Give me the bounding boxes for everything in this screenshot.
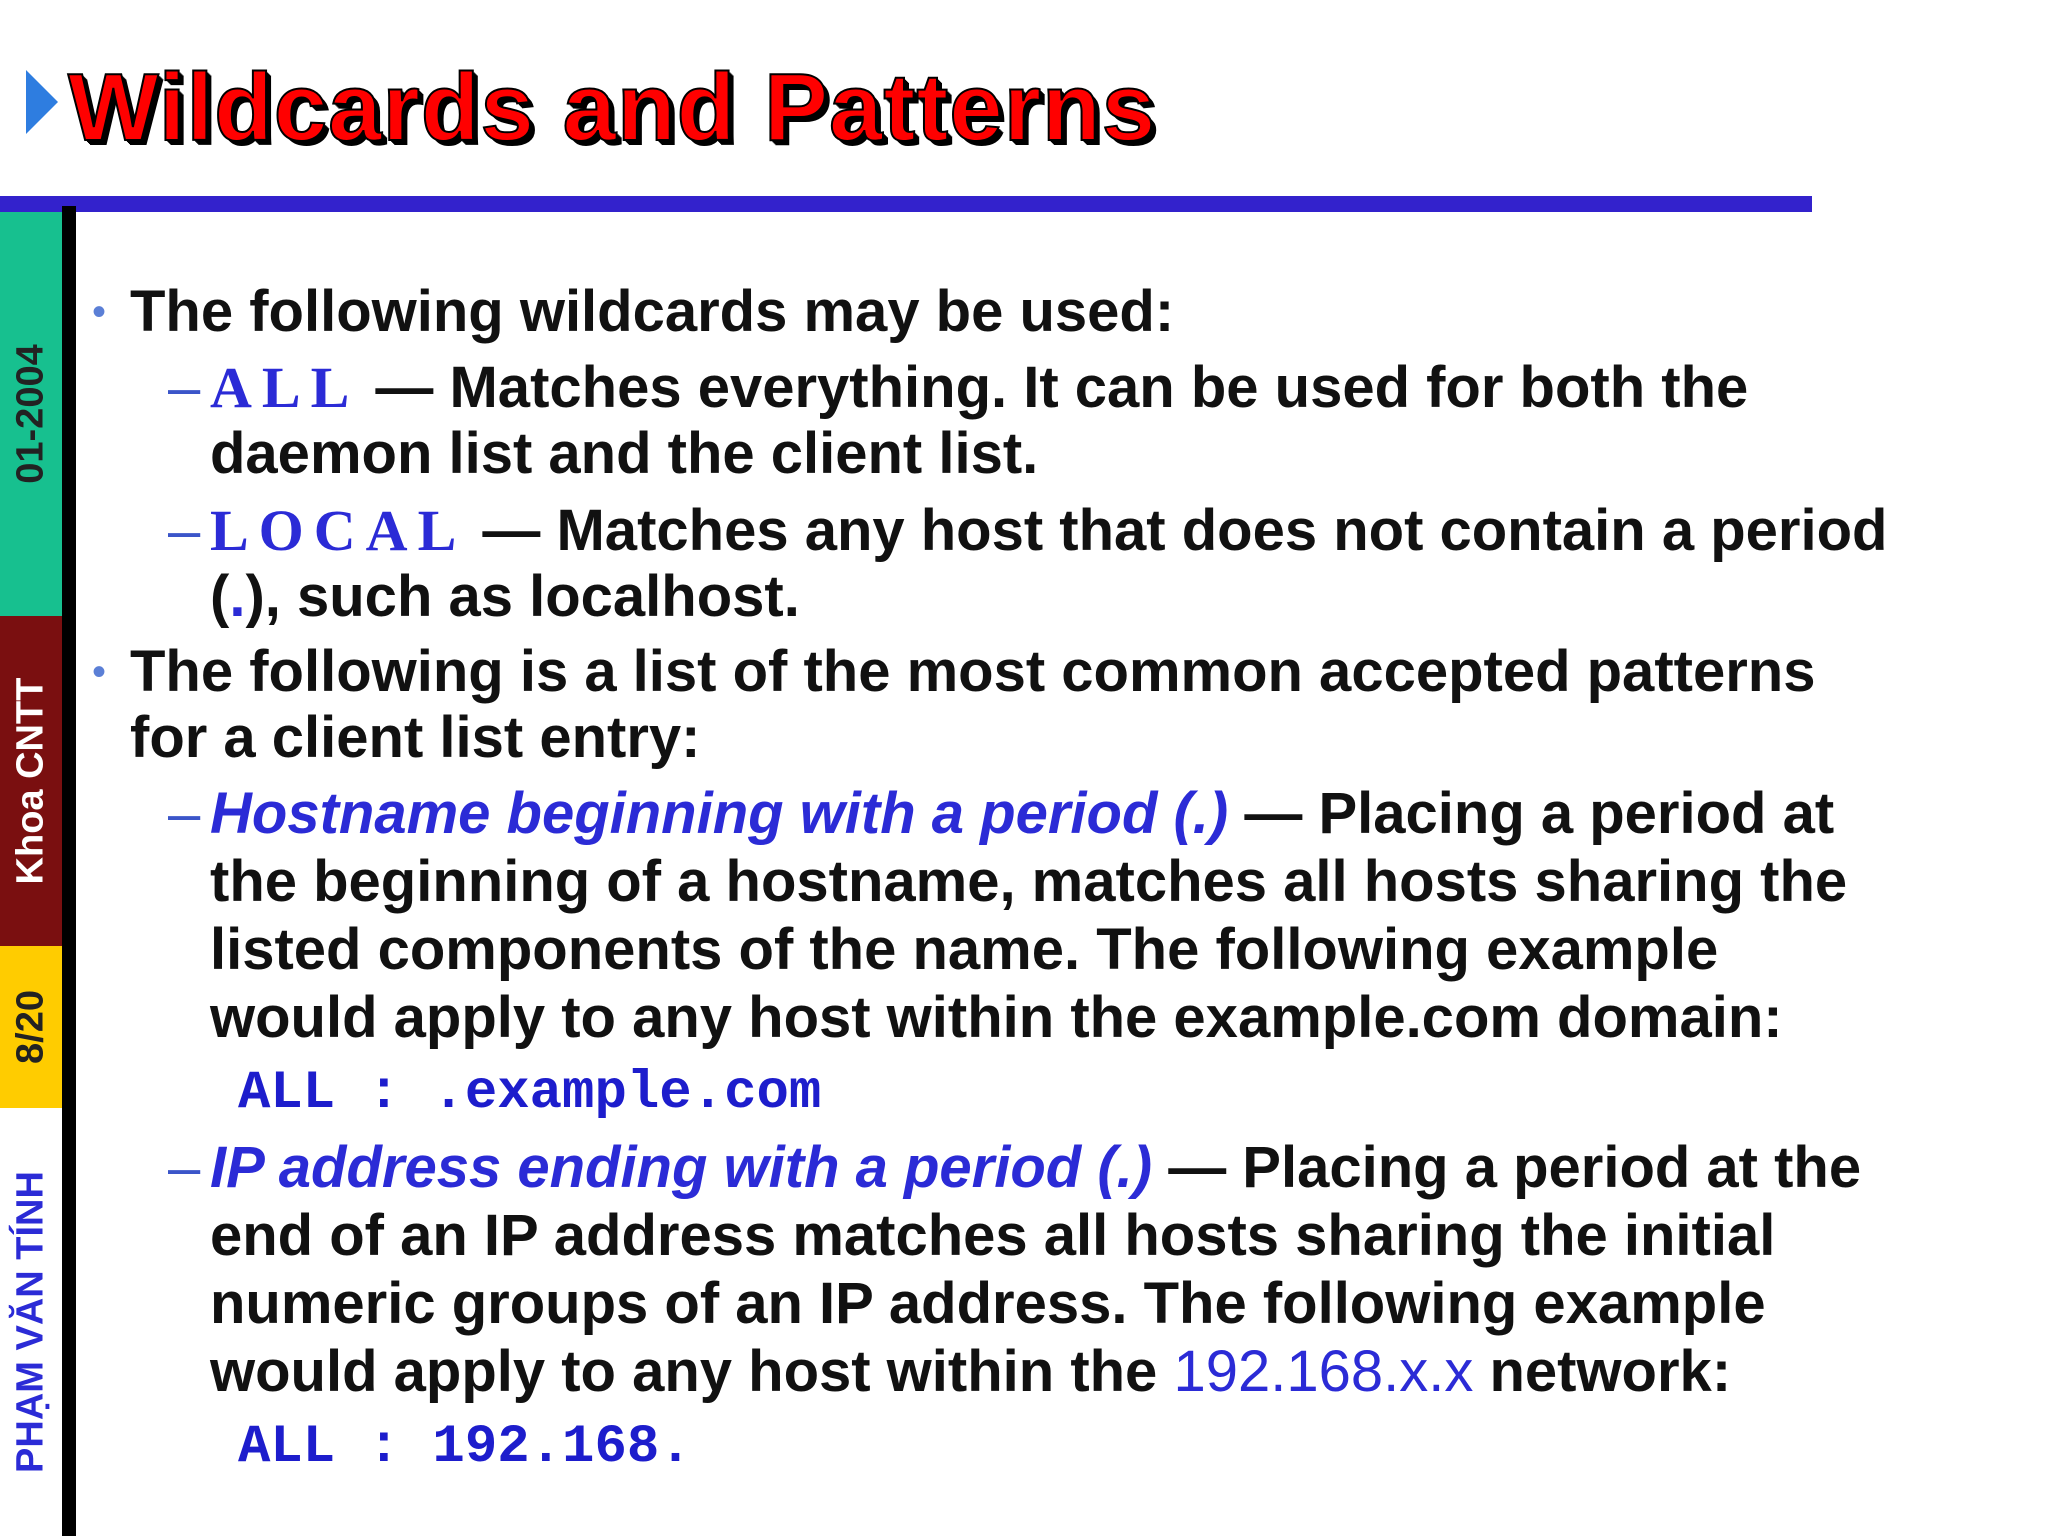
sidebar-page-number: 8/20 bbox=[9, 990, 52, 1064]
sidebar-date-panel bbox=[0, 212, 62, 616]
bullet-dot-icon: • bbox=[92, 290, 107, 334]
code-example-ip: ALL : 192.168. bbox=[238, 1417, 692, 1478]
item-local-text: — Matches any host that does not contain a period bbox=[466, 498, 1888, 563]
ip-last-post: network: bbox=[1473, 1339, 1732, 1404]
ip-line: numeric groups of an IP address. The following example bbox=[210, 1271, 1766, 1336]
keyword-all: ALL bbox=[210, 355, 360, 420]
dash-icon: – bbox=[168, 1135, 201, 1200]
sidebar-department-panel bbox=[0, 616, 62, 946]
hostname-line: listed components of the name. The following example bbox=[210, 917, 1719, 982]
slide-title: Wildcards and Patterns bbox=[68, 54, 1157, 161]
dash-icon: – bbox=[168, 498, 201, 563]
item-ip bbox=[210, 1134, 1861, 1202]
period-highlight: . bbox=[229, 564, 246, 629]
bullet-patterns-line1: The following is a list of the most common accepted patterns bbox=[130, 639, 1816, 704]
title-arrow-icon bbox=[26, 70, 58, 134]
sidebar-date: 01-2004 bbox=[9, 344, 52, 484]
ip-last-pre: would apply to any host within the bbox=[210, 1339, 1174, 1404]
item-hostname bbox=[210, 780, 1834, 848]
hostname-line: the beginning of a hostname, matches all hosts sharing the bbox=[210, 849, 1848, 914]
ip-term: IP address ending with a period (.) bbox=[210, 1135, 1153, 1200]
code-example-hostname: ALL : .example.com bbox=[238, 1063, 822, 1124]
sidebar-edge-line bbox=[62, 206, 76, 1536]
item-all-text: — Matches everything. It can be used for both the bbox=[359, 355, 1749, 420]
item-all-cont: daemon list and the client list. bbox=[210, 421, 1039, 486]
item-local-cont bbox=[210, 563, 800, 631]
sidebar-author-panel bbox=[0, 1108, 62, 1536]
dash-icon: – bbox=[168, 781, 201, 846]
ip-network-highlight: 192.168.x.x bbox=[1173, 1339, 1474, 1404]
item-local-rest: ), such as localhost. bbox=[245, 564, 800, 629]
hostname-line: would apply to any host within the example.com domain: bbox=[210, 985, 1783, 1050]
hostname-term: Hostname beginning with a period (.) bbox=[210, 781, 1229, 846]
bullet-dot-icon: • bbox=[92, 650, 107, 694]
sidebar-author: PHẠM VĂN TÍNH bbox=[9, 1171, 52, 1473]
ip-line-last bbox=[210, 1338, 1731, 1406]
sidebar bbox=[0, 212, 62, 1536]
dash-icon: – bbox=[168, 355, 201, 420]
sidebar-department: Khoa CNTT bbox=[9, 677, 52, 885]
title-rule bbox=[0, 196, 1812, 212]
item-local bbox=[210, 497, 1887, 565]
ip-line: end of an IP address matches all hosts sharing the initial bbox=[210, 1203, 1776, 1268]
paren-open: ( bbox=[210, 564, 230, 629]
bullet-wildcards: The following wildcards may be used: bbox=[130, 279, 1175, 344]
hostname-text: — Placing a period at bbox=[1228, 781, 1835, 846]
ip-text: — Placing a period at the bbox=[1152, 1135, 1862, 1200]
bullet-patterns-line2: for a client list entry: bbox=[130, 705, 701, 770]
item-all bbox=[210, 354, 1748, 422]
keyword-local: LOCAL bbox=[210, 498, 467, 563]
sidebar-page-panel bbox=[0, 946, 62, 1108]
